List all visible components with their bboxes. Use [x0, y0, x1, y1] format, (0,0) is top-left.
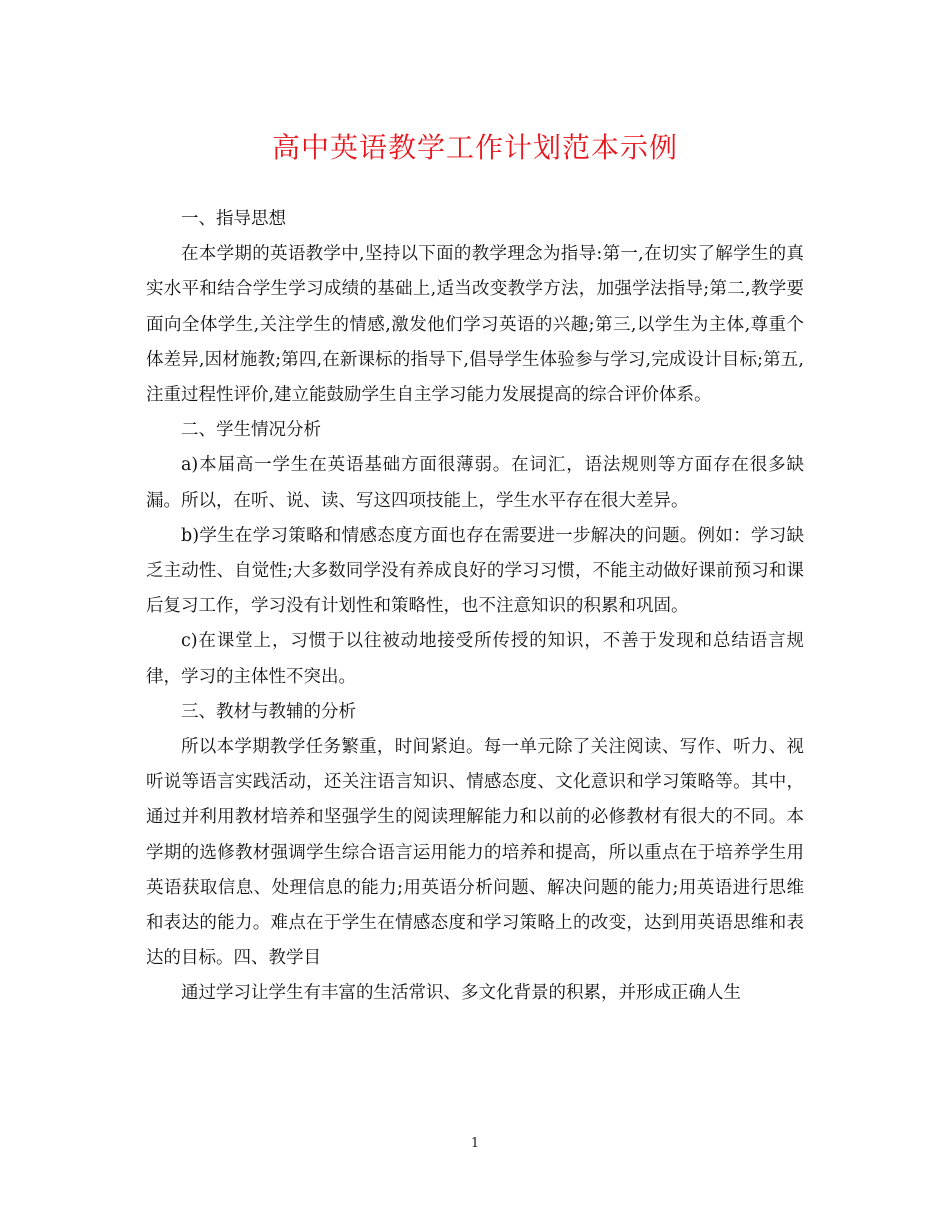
paragraph-student-analysis-c: c)在课堂上，习惯于以往被动地接受所传授的知识，不善于发现和总结语言规律，学习的主体性不突出。 [146, 631, 804, 687]
section-heading-guiding-ideology: 一、指导思想 [181, 209, 286, 229]
paragraph-textbook-analysis: 所以本学期教学任务繁重，时间紧迫。每一单元除了关注阅读、写作、听力、视听说等语言实践活动，还关注语言知识、情感态度、文化意识和学习策略等。其中，通过并利用教材培养和坚强学生的阅读理解能力和以前的必修教材有很大的不同。本学期的选修教材强调学生综合语言运用能力的培养和提高，所以重点在于培养学生用英语获取信息、处理信息的能力;用英语分析问题、解决问题的能力;用英语进行思维和表达的能力。难点在于学生在情感态度和学习策略上的改变，达到用英语思维和表达的目标。四、教学目 [146, 737, 804, 969]
paragraph-student-analysis-a: a)本届高一学生在英语基础方面很薄弱。在词汇，语法规则等方面存在很多缺漏。所以，在听、说、读、写这四项技能上，学生水平存在很大差异。 [146, 455, 804, 511]
page-number: 1 [470, 1136, 480, 1151]
section-heading-student-analysis: 二、学生情况分析 [181, 420, 321, 441]
paragraph-student-analysis-b: b)学生在学习策略和情感态度方面也存在需要进一步解决的问题。例如：学习缺乏主动性、自觉性;大多数同学没有养成良好的学习习惯，不能主动做好课前预习和课后复习工作，学习没有计划性和策略性，也不注意知识的积累和巩固。 [146, 525, 804, 617]
document-title: 高中英语教学工作计划范本示例 [271, 131, 678, 164]
paragraph-guiding-ideology: 在本学期的英语教学中,坚持以下面的教学理念为指导:第一,在切实了解学生的真实水平和结合学生学习成绩的基础上,适当改变教学方法，加强学法指导;第二,教学要面向全体学生,关注学生的情感,激发他们学习英语的兴趣;第三,以学生为主体,尊重个体差异,因材施教;第四,在新课标的指导下,倡导学生体验参与学习,完成设计目标;第五,注重过程性评价,建立能鼓励学生自主学习能力发展提高的综合评价体系。 [146, 244, 804, 406]
document-body [146, 202, 804, 1012]
paragraph-teaching-goals: 通过学习让学生有丰富的生活常识、多文化背景的积累，并形成正确人生 [181, 983, 741, 1004]
section-heading-textbook-analysis: 三、教材与教辅的分析 [181, 701, 356, 722]
